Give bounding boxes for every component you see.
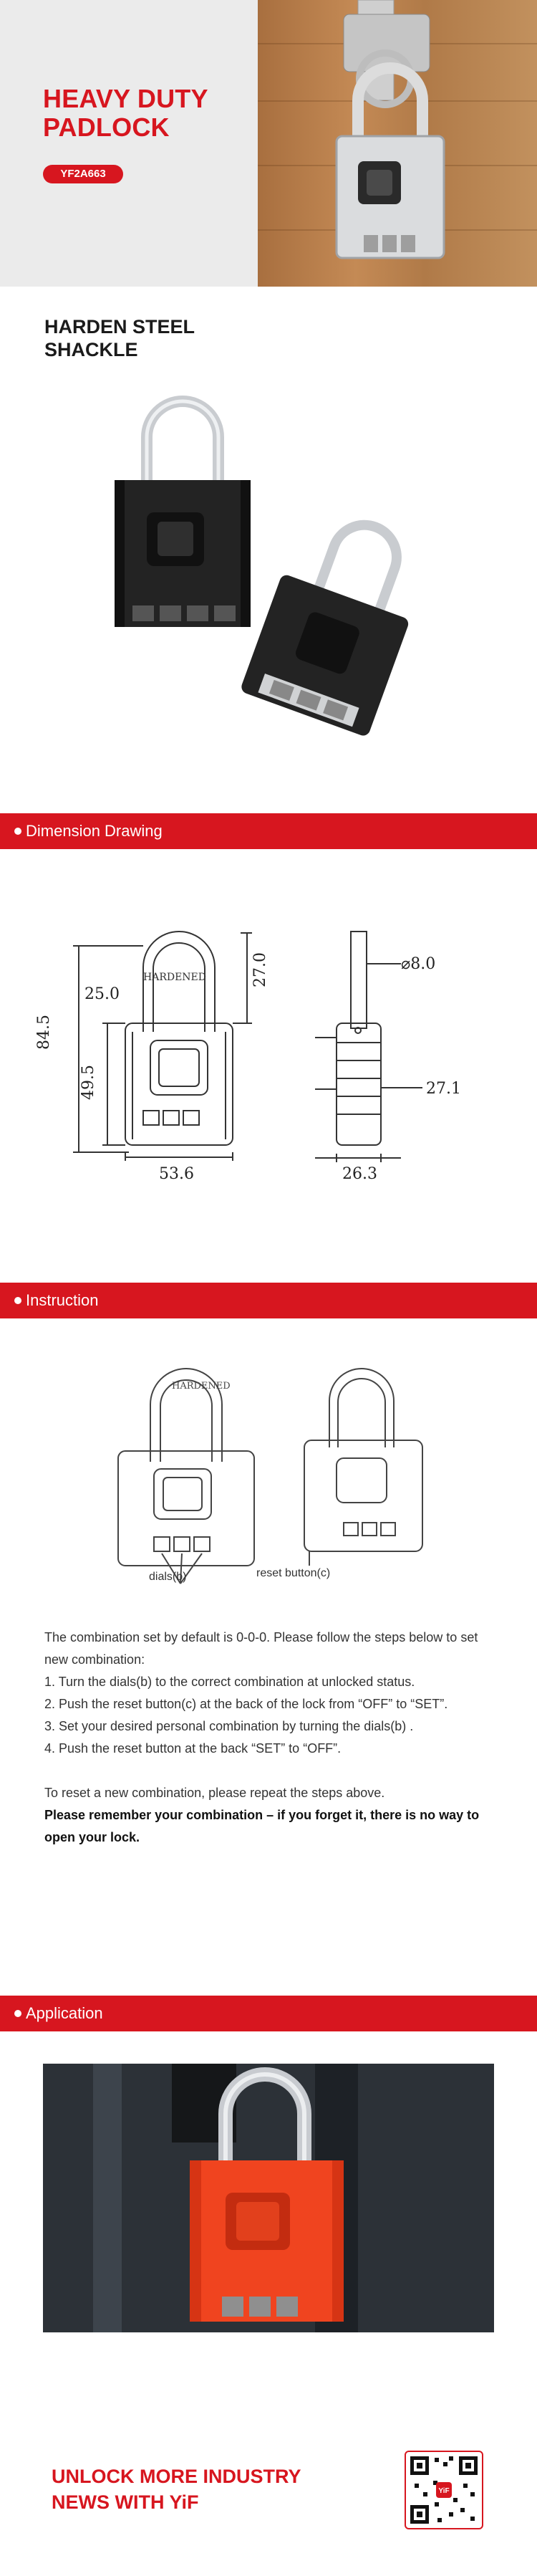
qr-logo-text: YiF bbox=[438, 2487, 450, 2495]
dim-8-0: ⌀8.0 bbox=[401, 955, 436, 973]
instruction-step-4: 4. Push the reset button at the back “SET” to “OFF”. bbox=[44, 1741, 342, 1756]
stamp-text: HARDENED bbox=[172, 1381, 231, 1392]
orange-padlock-scene bbox=[43, 2064, 494, 2332]
footer-title: UNLOCK MORE INDUSTRY NEWS WITH YiF bbox=[52, 2466, 301, 2513]
instruction-bar bbox=[0, 1283, 537, 1318]
dials-label: dials(b) bbox=[149, 1571, 187, 1583]
stamp-text: HARDENED bbox=[143, 972, 206, 983]
hero-text-panel bbox=[0, 0, 258, 287]
shackle-heading: HARDEN STEEL SHACKLE bbox=[44, 316, 195, 360]
instruction-diagram bbox=[0, 1369, 537, 1584]
hero-title: HEAVY DUTY PADLOCK bbox=[43, 84, 208, 142]
dimension-drawing bbox=[0, 924, 537, 1183]
bullet-dot bbox=[14, 2010, 21, 2017]
instruction-intro: The combination set by default is 0-0-0. Please follow the steps below to set new combination: bbox=[44, 1630, 478, 1667]
silver-padlock-illustration bbox=[258, 0, 537, 287]
dim-26-3: 26.3 bbox=[342, 1165, 377, 1183]
instruction-text bbox=[44, 1627, 503, 1849]
black-padlock-angled bbox=[240, 502, 436, 737]
hero-photo bbox=[258, 0, 537, 287]
shackle-product-image bbox=[0, 387, 537, 788]
qr-code-icon bbox=[406, 2452, 482, 2528]
section-label: Dimension Drawing bbox=[26, 822, 163, 840]
application-photo bbox=[43, 2064, 494, 2332]
model-badge: YF2A663 bbox=[43, 165, 123, 183]
dimension-drawing-bar bbox=[0, 813, 537, 849]
instruction-step-2: 2. Push the reset button(c) at the back of the lock from “OFF” to “SET”. bbox=[44, 1697, 448, 1711]
dim-53-6: 53.6 bbox=[159, 1165, 194, 1183]
dim-49-5: 49.5 bbox=[79, 1065, 97, 1100]
bullet-dot bbox=[14, 828, 21, 835]
black-padlock-front bbox=[115, 401, 251, 627]
instruction-step-1: 1. Turn the dials(b) to the correct combination at unlocked status. bbox=[44, 1675, 415, 1689]
dim-25-0: 25.0 bbox=[84, 985, 120, 1003]
warning-text: Please remember your combination – if you forget it, there is no way to open your lock. bbox=[44, 1808, 480, 1844]
application-bar bbox=[0, 1996, 537, 2031]
reset-note: To reset a new combination, please repeat the steps above. bbox=[44, 1786, 385, 1800]
dim-27-1: 27.1 bbox=[426, 1080, 461, 1098]
section-label: Application bbox=[26, 2004, 103, 2022]
section-label: Instruction bbox=[26, 1291, 99, 1309]
hero-banner bbox=[0, 0, 537, 287]
qr-code[interactable] bbox=[405, 2451, 483, 2529]
dim-84-5: 84.5 bbox=[35, 1015, 53, 1050]
dim-27-0: 27.0 bbox=[251, 952, 269, 987]
instruction-step-3: 3. Set your desired personal combination by turning the dials(b) . bbox=[44, 1719, 414, 1733]
bullet-dot bbox=[14, 1297, 21, 1304]
reset-button-label: reset button(c) bbox=[256, 1567, 331, 1579]
